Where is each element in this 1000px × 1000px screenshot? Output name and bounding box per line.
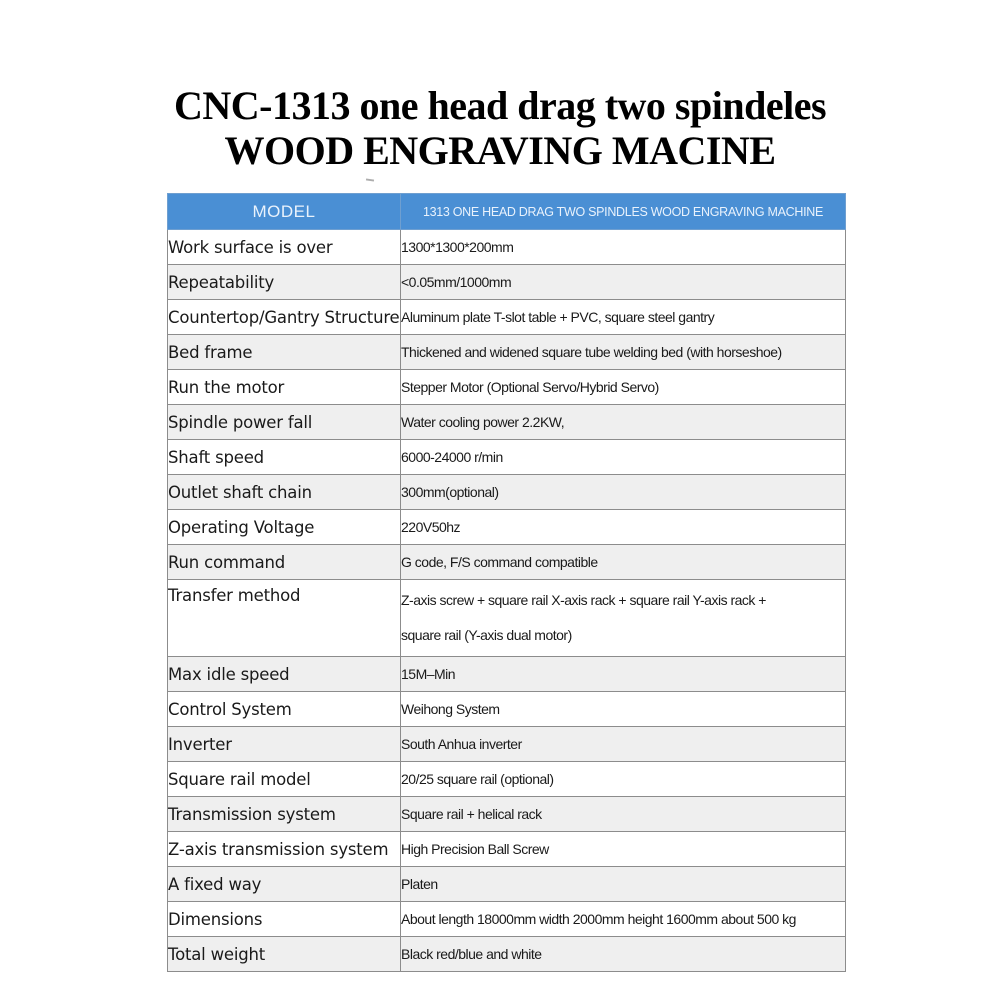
row-label: Spindle power fall: [168, 405, 401, 440]
row-value: Thickened and widened square tube welding bed (with horseshoe): [401, 335, 846, 370]
table-row: [168, 335, 846, 370]
table-row: [168, 300, 846, 335]
table-row: [168, 797, 846, 832]
row-value: Water cooling power 2.2KW,: [401, 405, 846, 440]
row-value: 300mm(optional): [401, 475, 846, 510]
table-row: [168, 475, 846, 510]
table-row: [168, 657, 846, 692]
title-line-2: WOOD ENGRAVING MACINE: [224, 128, 776, 173]
row-label: Shaft speed: [168, 440, 401, 475]
header-model-name: 1313 ONE HEAD DRAG TWO SPINDLES WOOD ENGRAVING MACHINE: [401, 194, 846, 230]
decorative-mark: [366, 178, 374, 181]
row-label: Countertop/Gantry Structure: [168, 300, 401, 335]
row-value: About length 18000mm width 2000mm height 1600mm about 500 kg: [401, 902, 846, 937]
row-value: G code, F/S command compatible: [401, 545, 846, 580]
table-row: [168, 727, 846, 762]
row-label: Run command: [168, 545, 401, 580]
row-label: A fixed way: [168, 867, 401, 902]
table-row: [168, 370, 846, 405]
table-row: [168, 832, 846, 867]
row-value: 220V50hz: [401, 510, 846, 545]
row-value: 6000-24000 r/min: [401, 440, 846, 475]
row-label: Square rail model: [168, 762, 401, 797]
row-value: Black red/blue and white: [401, 937, 846, 972]
row-label: Transfer method: [168, 580, 401, 657]
row-label: Total weight: [168, 937, 401, 972]
table-row: [168, 545, 846, 580]
table-row: [168, 230, 846, 265]
row-value: High Precision Ball Screw: [401, 832, 846, 867]
row-label: Z-axis transmission system: [168, 832, 401, 867]
row-value: Platen: [401, 867, 846, 902]
row-label: Outlet shaft chain: [168, 475, 401, 510]
row-label: Run the motor: [168, 370, 401, 405]
header-model: MODEL: [168, 194, 401, 230]
row-value: South Anhua inverter: [401, 727, 846, 762]
row-label: Inverter: [168, 727, 401, 762]
table-row: [168, 510, 846, 545]
row-label: Bed frame: [168, 335, 401, 370]
row-value: 15M–Min: [401, 657, 846, 692]
row-value: [401, 580, 846, 657]
row-label: Dimensions: [168, 902, 401, 937]
row-value: Weihong System: [401, 692, 846, 727]
table-header-row: [168, 194, 846, 230]
title-line-1: CNC-1313 one head drag two spindeles: [173, 83, 827, 128]
table-row: [168, 937, 846, 972]
row-value: Square rail + helical rack: [401, 797, 846, 832]
row-value: <0.05mm/1000mm: [401, 265, 846, 300]
table-row: [168, 867, 846, 902]
table-row: [168, 762, 846, 797]
row-value: Stepper Motor (Optional Servo/Hybrid Servo): [401, 370, 846, 405]
row-value: 1300*1300*200mm: [401, 230, 846, 265]
row-label: Control System: [168, 692, 401, 727]
row-value-line-1: Z-axis screw + square rail X-axis rack + square rail Y-axis rack +: [401, 592, 766, 608]
row-value-line-2: square rail (Y-axis dual motor): [401, 627, 572, 643]
row-value: 20/25 square rail (optional): [401, 762, 846, 797]
row-label: Repeatability: [168, 265, 401, 300]
row-label: Transmission system: [168, 797, 401, 832]
table-row: [168, 405, 846, 440]
spec-table: [167, 193, 846, 972]
row-value: Aluminum plate T-slot table + PVC, square steel gantry: [401, 300, 846, 335]
table-row: [168, 692, 846, 727]
table-row: [168, 580, 846, 657]
row-label: Operating Voltage: [168, 510, 401, 545]
table-row: [168, 440, 846, 475]
table-row: [168, 902, 846, 937]
row-label: Work surface is over: [168, 230, 401, 265]
row-label: Max idle speed: [168, 657, 401, 692]
table-row: [168, 265, 846, 300]
